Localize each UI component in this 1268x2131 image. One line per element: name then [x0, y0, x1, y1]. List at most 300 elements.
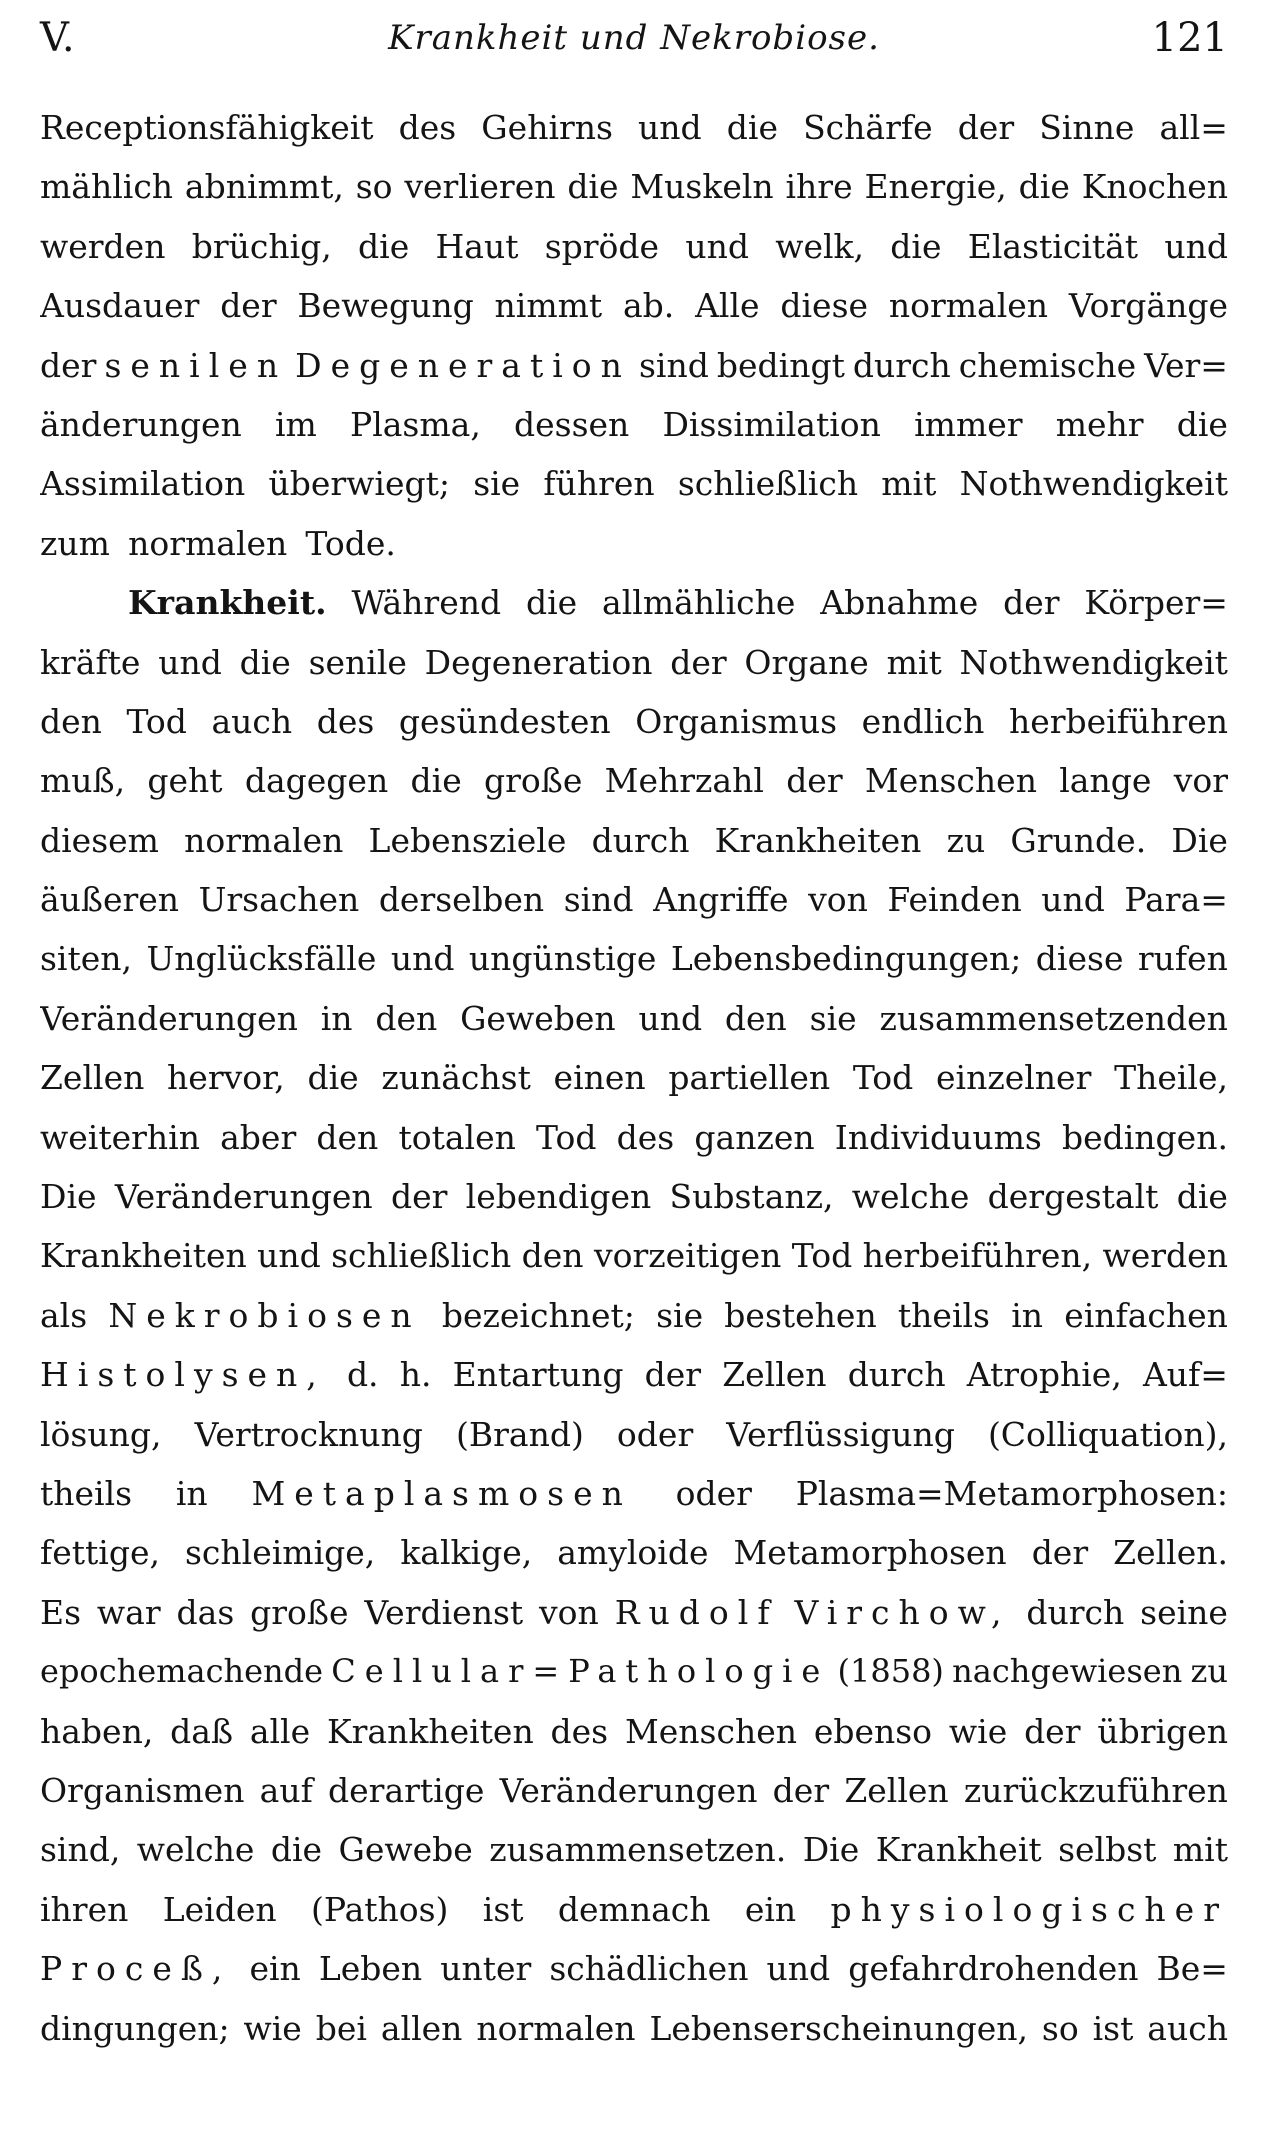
word: der [786, 761, 843, 801]
word: Während [351, 583, 502, 623]
spaced-emphasis-word: Degeneration [295, 345, 631, 385]
word: demnach [557, 1889, 711, 1929]
word: rufen [1137, 939, 1228, 979]
word: als [40, 1295, 88, 1335]
text-line [40, 1048, 1228, 1107]
word: Bewegung [297, 286, 474, 326]
word: die [1018, 167, 1070, 207]
text-line [40, 454, 1228, 513]
word: Organismen [40, 1770, 245, 1810]
word: Sinne [1039, 108, 1135, 147]
word: der [1031, 1533, 1089, 1573]
word: normalen [184, 820, 344, 860]
spaced-emphasis-word: Virchow, [794, 1592, 1011, 1632]
word: Para= [1124, 880, 1228, 920]
word: Lebensziele [368, 820, 567, 860]
word: der [1024, 1711, 1081, 1751]
word: den [375, 998, 438, 1038]
text-line [40, 870, 1228, 929]
word: herbeiführen, [862, 1236, 1093, 1276]
word: zurückzuführen [963, 1770, 1228, 1810]
text-line [40, 1405, 1228, 1464]
word: Krankheiten [714, 820, 922, 860]
word: oder [675, 1473, 752, 1513]
word: die [1176, 404, 1228, 444]
word: und [1164, 226, 1228, 266]
word: überwiegt; [268, 464, 450, 504]
word: Assimilation [40, 464, 246, 504]
text-line [40, 1702, 1228, 1761]
word: durch [852, 345, 951, 385]
word: das [176, 1592, 235, 1632]
word: änderungen [40, 404, 242, 444]
word: Receptionsfähigkeit [40, 108, 374, 147]
text-line [40, 1999, 1228, 2058]
word: Dissimilation [662, 404, 881, 444]
word: Plasma, [349, 404, 481, 444]
word: sie [809, 998, 857, 1038]
word: auch [1147, 2008, 1228, 2048]
word: der [220, 286, 277, 326]
word: kalkige, [400, 1533, 533, 1573]
word: die [239, 642, 291, 682]
word: dingungen; [40, 2008, 230, 2048]
word: zunächst [381, 1058, 531, 1098]
word: diese [1035, 939, 1124, 979]
word: der [390, 1177, 448, 1217]
word: mit [886, 642, 942, 682]
word: (1858) [837, 1652, 944, 1691]
text-line [40, 1226, 1228, 1285]
word: epochemachende [40, 1652, 324, 1691]
word: mit [881, 464, 937, 504]
word: partiellen [668, 1058, 831, 1098]
word: bedingt [716, 345, 845, 385]
word: und [390, 939, 455, 979]
word: die [890, 226, 942, 266]
text-line [40, 633, 1228, 692]
word: hervor, [167, 1058, 285, 1098]
word: theils [897, 1295, 990, 1335]
word: Ursachen [198, 880, 360, 920]
word: Veränderungen [40, 998, 298, 1038]
word: Lebenserscheinungen, [649, 2008, 1028, 2048]
word: seine [1140, 1592, 1228, 1632]
word: Metamorphosen [733, 1533, 1007, 1573]
word: (Colliquation), [987, 1414, 1228, 1454]
word: Menschen [624, 1711, 797, 1751]
word: durch [591, 820, 690, 860]
word: endlich [861, 701, 985, 741]
word: Ver= [1144, 345, 1228, 385]
word: ist [1092, 2008, 1134, 2048]
word: ein [249, 1949, 301, 1989]
word: vor [1173, 761, 1228, 801]
word: welche [136, 1830, 255, 1870]
word: ungünstige [468, 939, 657, 979]
word: äußeren [40, 880, 180, 920]
spaced-emphasis-word: physiologischer [830, 1889, 1228, 1929]
word: Alle [695, 286, 760, 326]
word: der [644, 1355, 702, 1395]
word: Mehrzahl [604, 761, 764, 801]
word: Körper= [1084, 583, 1228, 623]
word: und [158, 642, 222, 682]
word: Ausdauer [40, 286, 200, 326]
word: derselben [378, 880, 545, 920]
word: ab. [622, 286, 675, 326]
text-line [40, 1108, 1228, 1167]
word: bedingen. [1061, 1117, 1228, 1157]
word: Vorgänge [1068, 286, 1228, 326]
word: Verdienst [364, 1592, 524, 1632]
word: und [638, 998, 703, 1038]
word: lebendigen [465, 1177, 652, 1217]
text-line [40, 573, 1228, 632]
word: mehr [1055, 404, 1144, 444]
chapter-number: V. [40, 15, 75, 61]
word: allmähliche [602, 583, 796, 623]
word: Geweben [460, 998, 616, 1038]
text-line [40, 1939, 1228, 1998]
word: Energie, [864, 167, 1007, 207]
word: Schärfe [803, 108, 933, 147]
word: einfachen [1064, 1295, 1228, 1335]
text-line [40, 989, 1228, 1048]
word: lösung, [40, 1414, 162, 1454]
word: den [724, 998, 787, 1038]
word: Feinden [887, 880, 1022, 920]
word: Substanz, [669, 1177, 834, 1217]
word: der [1003, 583, 1060, 623]
word: normalen [476, 2008, 636, 2048]
word: Die [802, 1830, 860, 1870]
word: (Brand) [456, 1414, 584, 1454]
word: ganzen [694, 1117, 815, 1157]
word: Atrophie, [966, 1355, 1122, 1395]
paragraph-heading: Krankheit. [128, 583, 327, 623]
word: welche [851, 1177, 970, 1217]
word: auch [211, 701, 293, 741]
word: in [175, 1473, 208, 1513]
word: Theile, [1114, 1058, 1228, 1098]
word: Auf= [1142, 1355, 1228, 1395]
word: Verflüssigung [726, 1414, 955, 1454]
word: der [957, 108, 1015, 147]
word: abnimmt, [184, 167, 344, 207]
text-line [40, 514, 1228, 573]
word: theils [40, 1473, 133, 1513]
word: totalen [398, 1117, 516, 1157]
word: normalen [128, 523, 288, 563]
text-line [40, 395, 1228, 454]
word: die [726, 108, 778, 147]
word: große [250, 1592, 349, 1632]
word: daß [170, 1711, 233, 1751]
word: herbeiführen [1008, 701, 1228, 741]
word: Knochen [1081, 167, 1228, 207]
text-line [40, 276, 1228, 335]
spaced-emphasis-word: Rudolf [614, 1592, 779, 1632]
word: Tod [791, 1236, 853, 1276]
word: schleimige, [184, 1533, 376, 1573]
word: die [567, 167, 619, 207]
word: bestehen [724, 1295, 877, 1335]
word: fettige, [40, 1533, 160, 1573]
word: haben, [40, 1711, 154, 1751]
word: Zellen [722, 1355, 827, 1395]
word: nachgewiesen [952, 1652, 1183, 1691]
word: siten, [40, 939, 133, 979]
word: Die [40, 1177, 97, 1217]
word: oder [616, 1414, 694, 1454]
word: zu [946, 820, 986, 860]
word: der [670, 642, 727, 682]
word: den [521, 1236, 584, 1276]
word: übrigen [1097, 1711, 1228, 1751]
spaced-emphasis-word: Cellular=Pathologie [331, 1652, 830, 1691]
word: den [316, 1117, 379, 1157]
word: die [525, 583, 578, 623]
word: führen [543, 464, 655, 504]
word: spröde [544, 226, 660, 266]
text-line [40, 811, 1228, 870]
word: sind [638, 345, 709, 385]
word: Tod [536, 1117, 597, 1157]
word: Krankheiten [326, 1711, 534, 1751]
word: in [1011, 1295, 1043, 1335]
text-line [40, 1880, 1228, 1939]
word: die [307, 1058, 359, 1098]
word: so [1041, 2008, 1079, 2048]
word: all= [1159, 108, 1228, 147]
word: wie [948, 1711, 1008, 1751]
word: bezeichnet; [441, 1295, 635, 1335]
word: sind, [40, 1830, 121, 1870]
word: die [270, 1830, 323, 1870]
spaced-emphasis-word: Metaplasmosen [251, 1473, 632, 1513]
word: alle [249, 1711, 311, 1751]
word: ihren [40, 1889, 129, 1929]
word: dergestalt [987, 1177, 1159, 1217]
running-title: Krankheit und Nekrobiose. [388, 18, 880, 58]
word: und [1041, 880, 1105, 920]
word: sie [656, 1295, 704, 1335]
word: war [96, 1592, 161, 1632]
word: und [766, 1949, 831, 1989]
word: des [616, 1117, 675, 1157]
word: schließlich [677, 464, 859, 504]
word: Veränderungen [499, 1770, 758, 1810]
word: verlieren [404, 167, 556, 207]
word: Abnahme [820, 583, 979, 623]
word: des [316, 701, 375, 741]
word: Be= [1156, 1949, 1228, 1989]
word: von [539, 1592, 599, 1632]
word: mählich [40, 167, 174, 207]
text-line [40, 1761, 1228, 1820]
word: Menschen [864, 761, 1037, 801]
word: sind [563, 880, 634, 920]
word: durch [1026, 1592, 1125, 1632]
spaced-emphasis-word: Histolysen, [40, 1355, 326, 1395]
word: Unglücksfälle [146, 939, 377, 979]
text-line [40, 1523, 1228, 1582]
word: des [398, 108, 457, 147]
word: zusammensetzenden [879, 998, 1228, 1038]
word: und [685, 226, 749, 266]
word: und [638, 108, 702, 147]
text-line [40, 1286, 1228, 1345]
word: die [1176, 1177, 1228, 1217]
word: Haut [435, 226, 519, 266]
word: Lebensbedingungen; [670, 939, 1022, 979]
word: amyloide [557, 1533, 709, 1573]
word: Plasma=Metamorphosen: [795, 1473, 1228, 1513]
word: unter [440, 1949, 532, 1989]
word: bei [315, 2008, 367, 2048]
word: den [40, 701, 102, 741]
word: schließlich [331, 1236, 512, 1276]
spaced-emphasis-word: senilen [104, 345, 288, 385]
word: werden [40, 226, 166, 266]
word: in [320, 998, 353, 1038]
word: kräfte [40, 642, 141, 682]
text-line [40, 1820, 1228, 1879]
word: des [550, 1711, 609, 1751]
word: derartige [328, 1770, 485, 1810]
word: lange [1059, 761, 1152, 801]
text-line [40, 1642, 1228, 1701]
word: einzelner [936, 1058, 1092, 1098]
word: Entartung [452, 1355, 624, 1395]
word: zu [1190, 1652, 1228, 1691]
word: senile [308, 642, 407, 682]
word: Organe [744, 642, 869, 682]
word: chemische [958, 345, 1137, 385]
word: von [808, 880, 868, 920]
text-line [40, 1345, 1228, 1404]
word: so [355, 167, 393, 207]
word: gesündesten [398, 701, 611, 741]
word: große [484, 761, 583, 801]
word: zusammensetzen. [489, 1830, 787, 1870]
word: einen [553, 1058, 646, 1098]
word: dessen [513, 404, 630, 444]
spaced-emphasis-word: Nekrobiosen [108, 1295, 421, 1335]
word: Krankheiten [40, 1236, 247, 1276]
word: Zellen. [1113, 1533, 1228, 1573]
word: Gewebe [338, 1830, 473, 1870]
word: Gehirns [481, 108, 613, 147]
spaced-emphasis-word: Proceß, [40, 1949, 232, 1989]
word: Nothwendigkeit [959, 642, 1228, 682]
word: selbst [1058, 1830, 1157, 1870]
page-number: 121 [1151, 15, 1228, 61]
word: Muskeln [630, 167, 774, 207]
body-text [40, 98, 1228, 2058]
word: Individuums [834, 1117, 1042, 1157]
text-line [40, 157, 1228, 216]
word: Tode. [305, 523, 396, 563]
word: Elasticität [967, 226, 1139, 266]
word: mit [1172, 1830, 1228, 1870]
word: werden [1102, 1236, 1228, 1276]
text-line [40, 929, 1228, 988]
word: schädlichen [549, 1949, 749, 1989]
word: weiterhin [40, 1117, 200, 1157]
word: ein [744, 1889, 797, 1929]
word: im [274, 404, 317, 444]
word: Veränderungen [114, 1177, 373, 1217]
word: die [410, 761, 462, 801]
word: dagegen [244, 761, 389, 801]
word: brüchig, [191, 226, 332, 266]
word: geht [147, 761, 223, 801]
word: diesem [40, 820, 159, 860]
text-line [40, 336, 1228, 395]
word: der [772, 1770, 830, 1810]
word: h. [399, 1355, 432, 1395]
word: muß, [40, 761, 126, 801]
word: der [40, 345, 97, 385]
text-line [40, 1167, 1228, 1226]
word: Es [40, 1592, 82, 1632]
word: zum [40, 523, 110, 563]
word: Zellen [40, 1058, 145, 1098]
word: sie [473, 464, 521, 504]
word: Organismus [635, 701, 838, 741]
word: (Pathos) [310, 1889, 449, 1929]
word: Zellen [844, 1770, 949, 1810]
word: Leiden [162, 1889, 277, 1929]
word: vorzeitigen [593, 1236, 782, 1276]
word: ebenso [813, 1711, 933, 1751]
text-line [40, 751, 1228, 810]
word: ihre [785, 167, 853, 207]
word: Vertrocknung [194, 1414, 423, 1454]
word: normalen [888, 286, 1049, 326]
text-line [40, 1583, 1228, 1642]
word: Die [1171, 820, 1228, 860]
word: Nothwendigkeit [959, 464, 1228, 504]
word: allen [380, 2008, 463, 2048]
running-header [40, 8, 1228, 68]
word: diese [780, 286, 869, 326]
word: welk, [775, 226, 865, 266]
word: und [257, 1236, 321, 1276]
word: aber [220, 1117, 297, 1157]
word: Tod [852, 1058, 914, 1098]
word: nimmt [494, 286, 603, 326]
word: durch [847, 1355, 946, 1395]
word: wie [243, 2008, 302, 2048]
word: gefahrdrohenden [848, 1949, 1139, 1989]
word: Angriffe [653, 880, 789, 920]
word: Tod [126, 701, 187, 741]
word: Degeneration [424, 642, 653, 682]
text-line [40, 98, 1228, 157]
word: Leben [318, 1949, 423, 1989]
word: immer [914, 404, 1023, 444]
word: auf [259, 1770, 313, 1810]
text-line [40, 1464, 1228, 1523]
text-line [40, 692, 1228, 751]
word: die [358, 226, 410, 266]
text-line [40, 217, 1228, 276]
word: ist [482, 1889, 524, 1929]
word: d. [346, 1355, 379, 1395]
